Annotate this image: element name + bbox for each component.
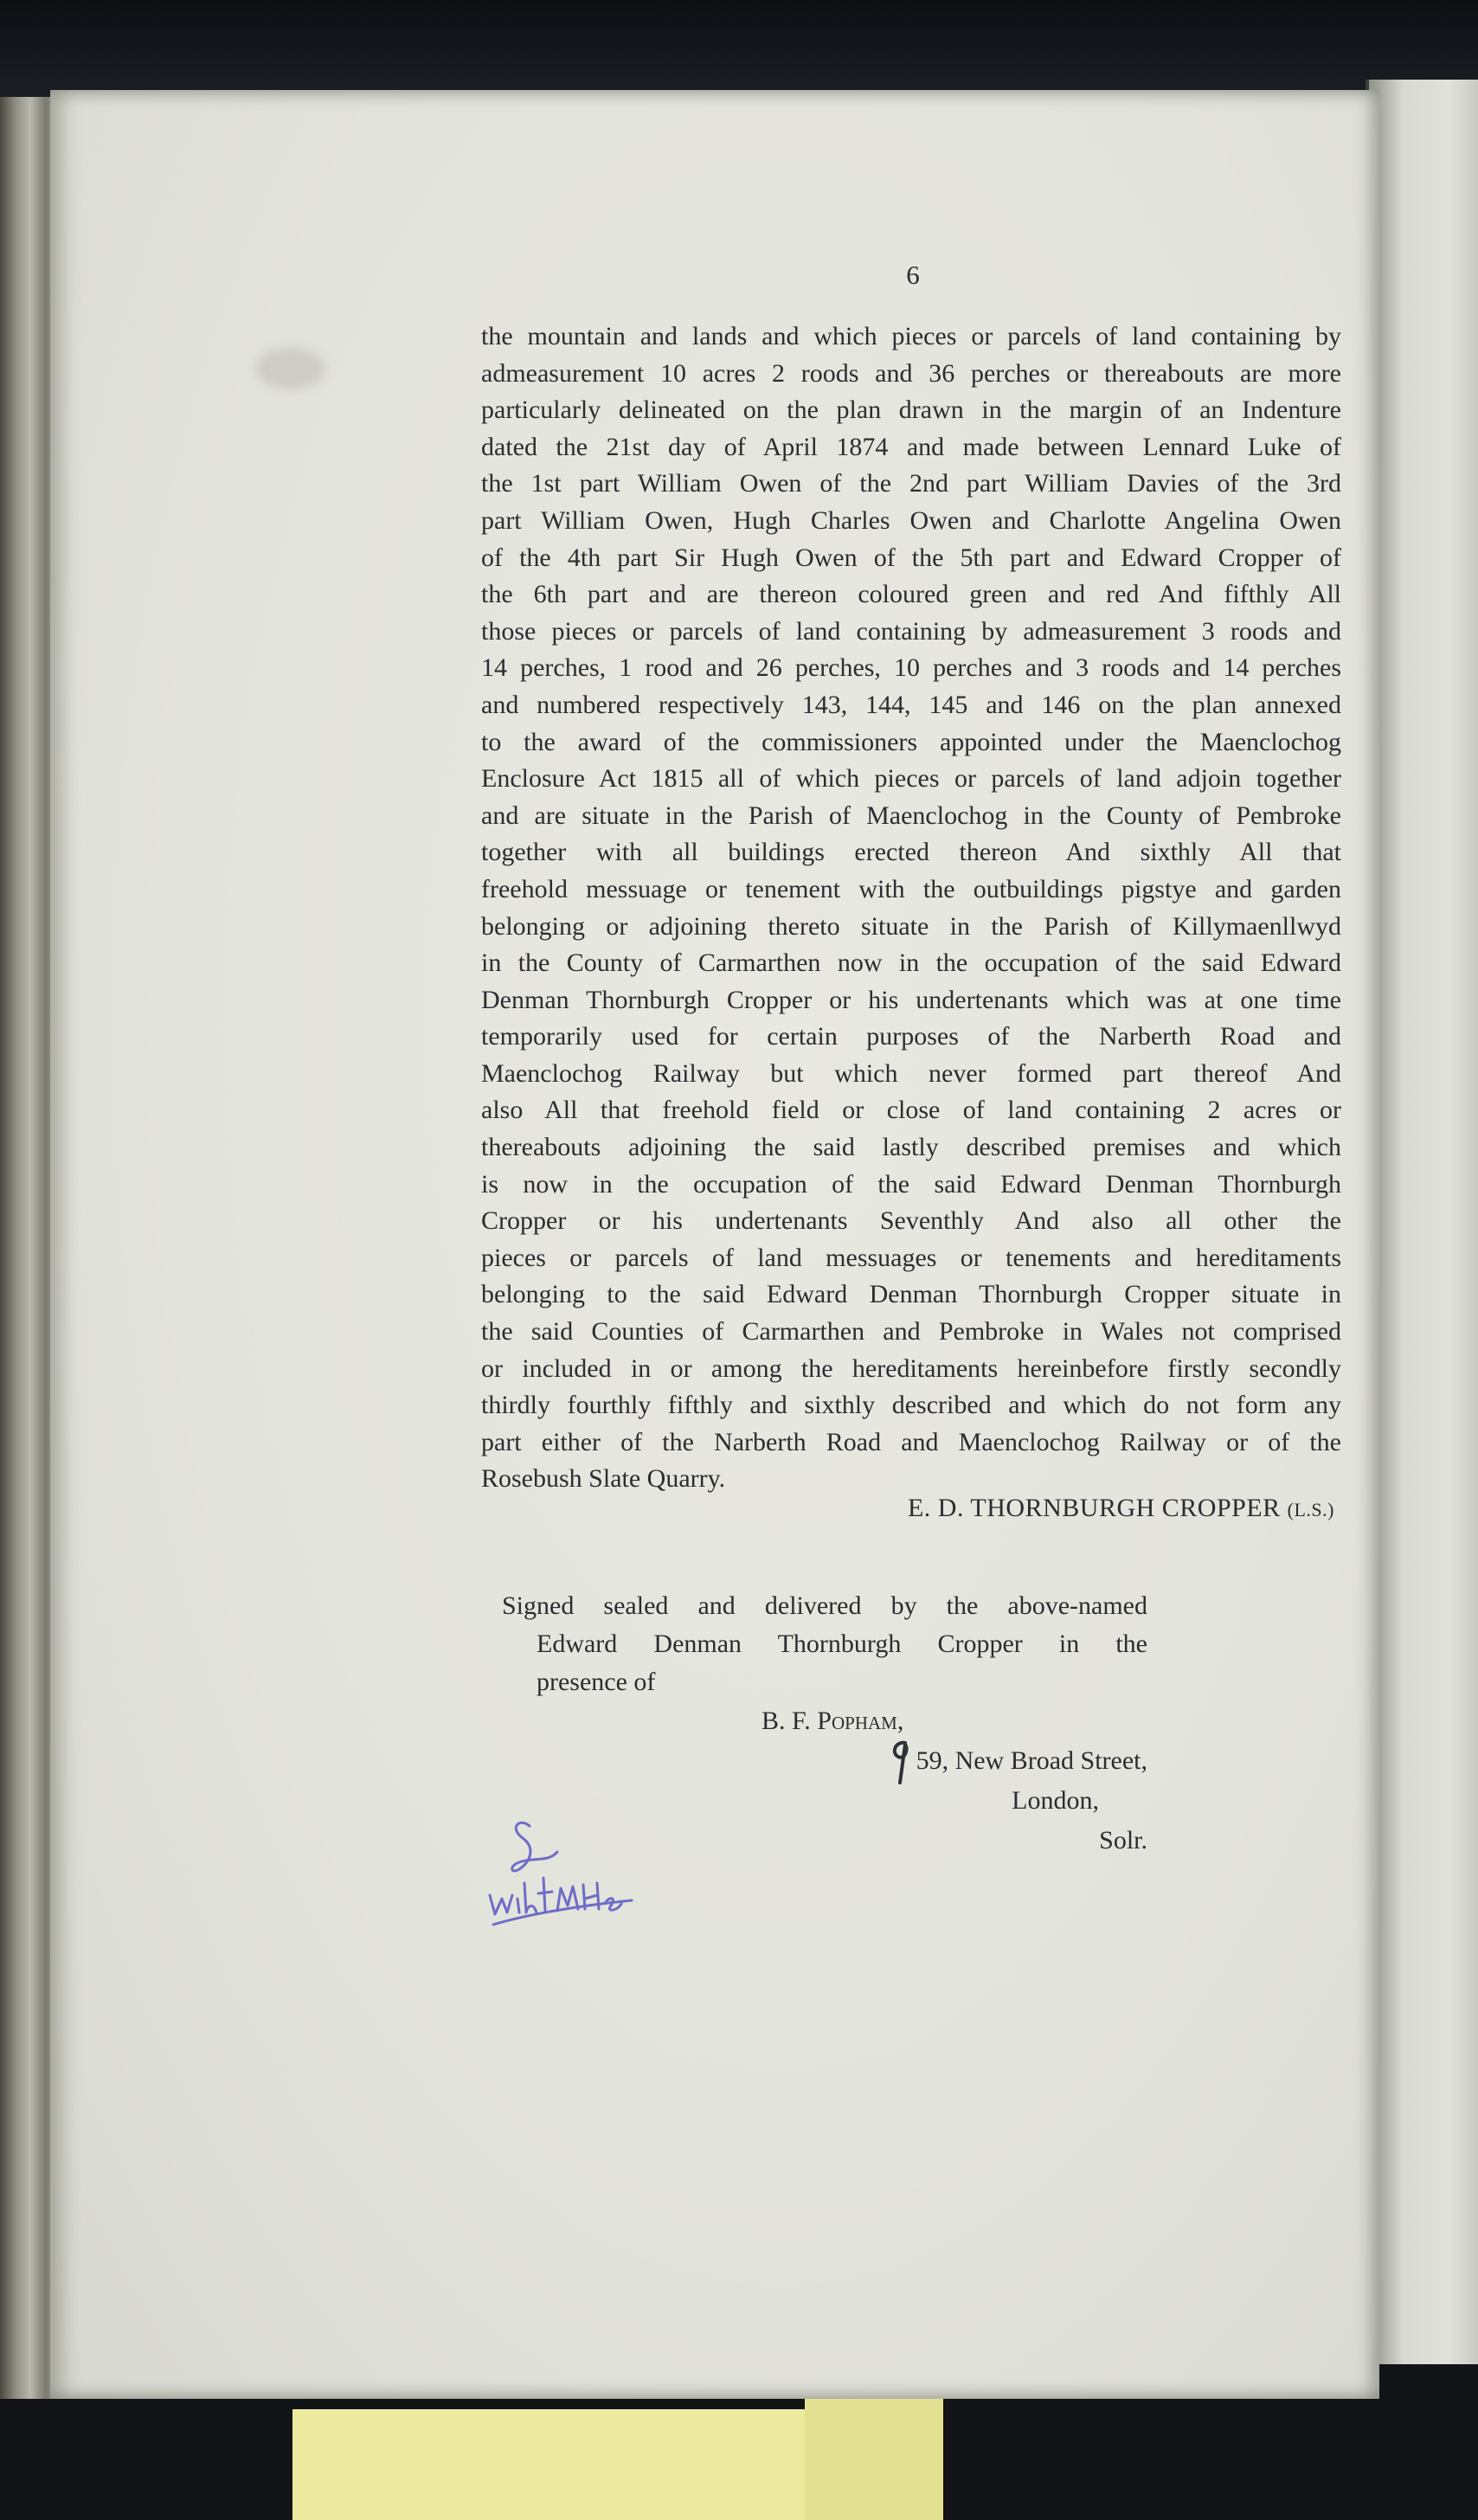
text-line: in the County of Carmarthen now in the occupation of the said Edward bbox=[481, 948, 1341, 978]
text-line: of the 4th part Sir Hugh Owen of the 5th part and Edward Cropper of bbox=[481, 543, 1341, 572]
witness-name bbox=[761, 1701, 1147, 1741]
text-line: Cropper or his undertenants Seventhly And also all other the bbox=[481, 1206, 1341, 1236]
handwritten-annotation-text: with MH bbox=[485, 1809, 488, 1810]
text-line: to the award of the commissioners appointed under the Maenclochog bbox=[481, 727, 1341, 756]
witness-street: 59, New Broad Street, bbox=[916, 1746, 1147, 1775]
text-line-last: Rosebush Slate Quarry. bbox=[481, 1464, 726, 1494]
text-line: Denman Thornburgh Cropper or his undertenants which was at one time bbox=[481, 985, 1341, 1014]
text-line: temporarily used for certain purposes of the Narberth Road and bbox=[481, 1022, 1341, 1051]
signatory-name: E. D. THORNBURGH CROPPER bbox=[907, 1494, 1281, 1522]
witness-role: Solr. bbox=[1099, 1826, 1147, 1855]
text-line: the mountain and lands and which pieces or parcels of land containing by bbox=[481, 322, 1341, 350]
text-line: thirdly fourthly fifthly and sixthly described and which do not form any bbox=[481, 1391, 1341, 1420]
witness-surname: Popham, bbox=[817, 1707, 904, 1735]
handwritten-annotation bbox=[485, 1809, 640, 1938]
text-line: part William Owen, Hugh Charles Owen and Charlotte Angelina Owen bbox=[481, 505, 1341, 535]
text-line: and are situate in the Parish of Maenclochog in the County of Pembroke bbox=[481, 800, 1341, 830]
text-line: Enclosure Act 1815 all of which pieces or parcels of land adjoin together bbox=[481, 764, 1341, 794]
text-line: dated the 21st day of April 1874 and made between Lennard Luke of bbox=[481, 432, 1341, 461]
text-line: is now in the occupation of the said Edward Denman Thornburgh bbox=[481, 1169, 1341, 1199]
page-number: 6 bbox=[906, 260, 920, 290]
background-top-band bbox=[0, 0, 1478, 97]
text-line: Maenclochog Railway but which never formed part thereof And bbox=[481, 1058, 1341, 1088]
attestation-line-3: presence of bbox=[537, 1668, 656, 1696]
text-line: part either of the Narberth Road and Maenclochog Railway or of the bbox=[481, 1427, 1341, 1456]
text-line: the 6th part and are thereon coloured green and red And fifthly All bbox=[481, 580, 1341, 609]
facing-page-edge bbox=[1366, 80, 1478, 2364]
text-line: the 1st part William Owen of the 2nd part William Davies of the 3rd bbox=[481, 469, 1341, 498]
attestation-line-1: Signed sealed and delivered by the above-named bbox=[502, 1591, 1147, 1620]
body-text bbox=[481, 318, 1341, 1498]
text-line: particularly delineated on the plan drawn in the margin of an Indenture bbox=[481, 395, 1341, 425]
text-line: together with all buildings erected thereon And sixthly All that bbox=[481, 838, 1341, 867]
witness-block bbox=[761, 1701, 1147, 1861]
witness-city: London, bbox=[1012, 1786, 1099, 1815]
handwritten-digit-correction bbox=[888, 1738, 912, 1790]
attestation-line-2: Edward Denman Thornburgh Cropper in the bbox=[537, 1630, 1147, 1658]
text-line: pieces or parcels of land messuages or tenements and hereditaments bbox=[481, 1243, 1341, 1272]
paper-tab-strip-overlap bbox=[805, 2388, 943, 2520]
page-smudge bbox=[256, 348, 325, 389]
attestation-clause bbox=[502, 1587, 1147, 1701]
text-line: the said Counties of Carmarthen and Pembroke in Wales not comprised bbox=[481, 1317, 1341, 1347]
text-line: 14 perches, 1 rood and 26 perches, 10 perches and 3 roods and 14 perches bbox=[481, 653, 1341, 683]
witness-initials: B. F. bbox=[761, 1707, 818, 1735]
signature-block bbox=[779, 1494, 1334, 1523]
text-line: belonging to the said Edward Denman Thornburgh Cropper situate in bbox=[481, 1280, 1341, 1309]
text-line: admeasurement 10 acres 2 roods and 36 perches or thereabouts are more bbox=[481, 358, 1341, 388]
text-line: also All that freehold field or close of land containing 2 acres or bbox=[481, 1096, 1341, 1125]
text-line: or included in or among the hereditaments hereinbefore firstly secondly bbox=[481, 1353, 1341, 1383]
text-line: those pieces or parcels of land containing by admeasurement 3 roods and bbox=[481, 616, 1341, 646]
text-line: thereabouts adjoining the said lastly described premises and which bbox=[481, 1133, 1341, 1162]
text-line: belonging or adjoining thereto situate in the Parish of Killymaenllwyd bbox=[481, 911, 1341, 941]
text-line: and numbered respectively 143, 144, 145 and 146 on the plan annexed bbox=[481, 690, 1341, 719]
text-line: freehold messuage or tenement with the outbuildings pigstye and garden bbox=[481, 874, 1341, 903]
seal-mark: (L.S.) bbox=[1287, 1499, 1334, 1520]
